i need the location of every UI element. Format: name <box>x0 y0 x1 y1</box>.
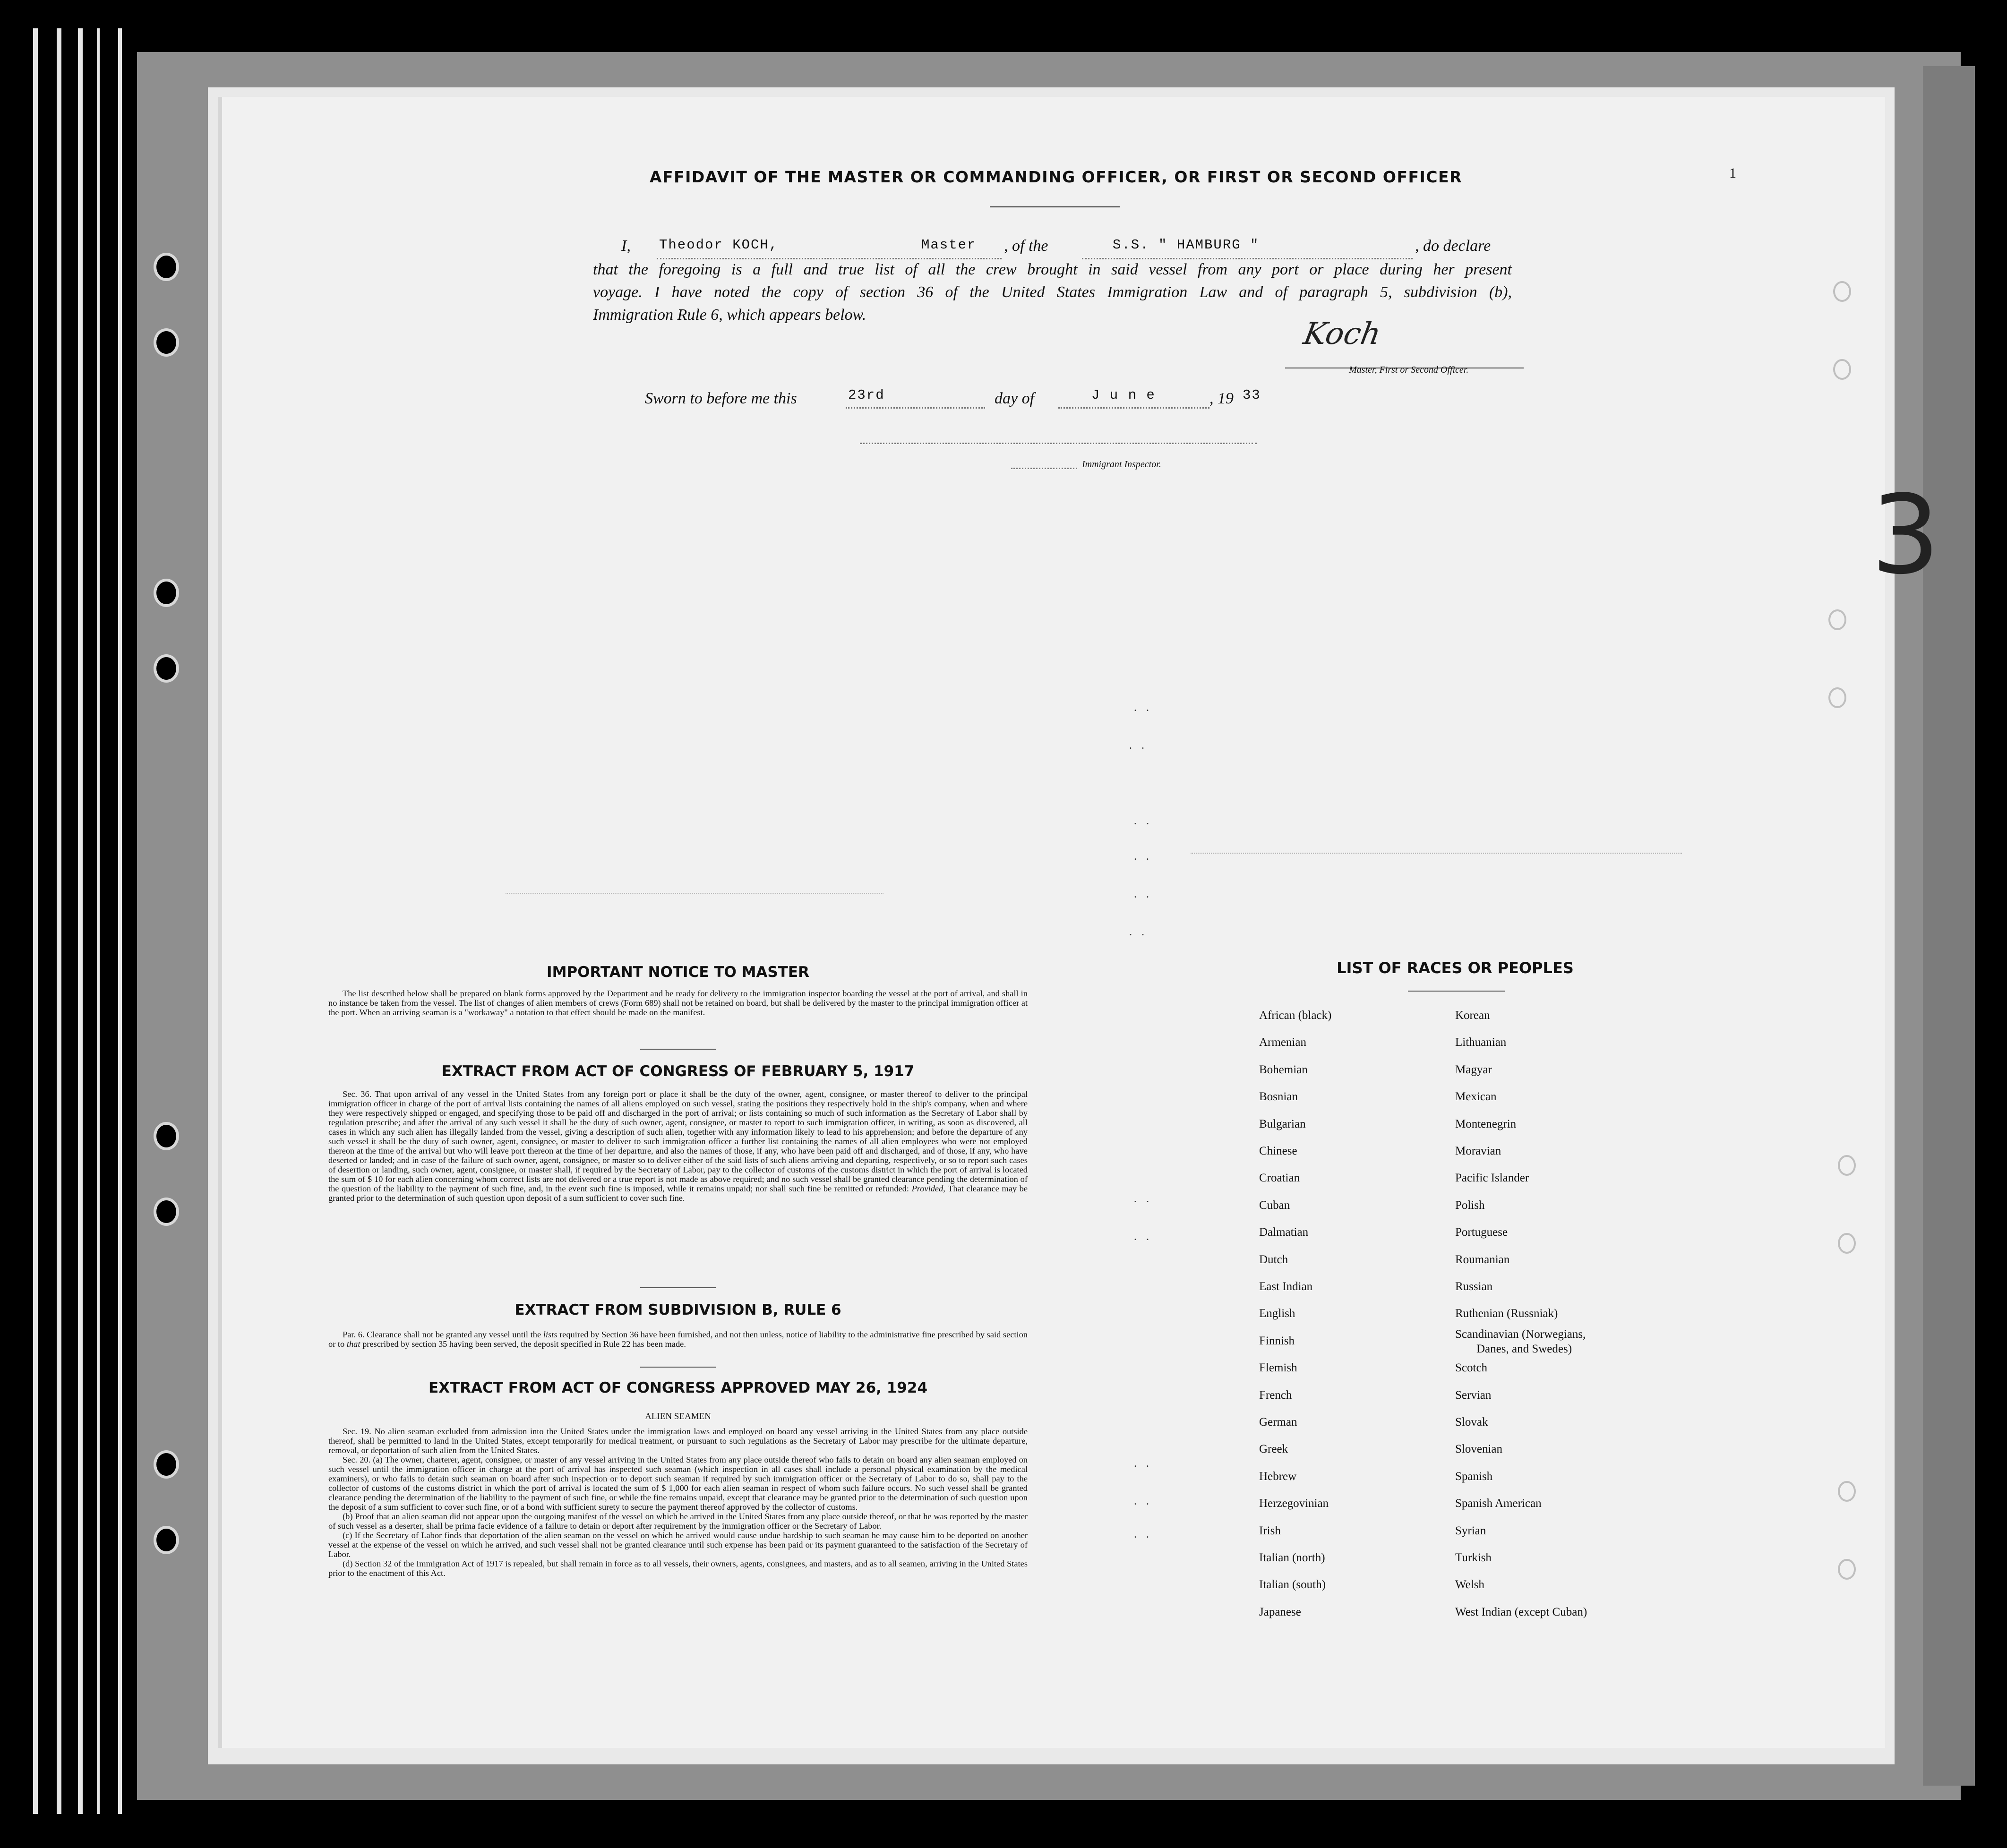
fill-line <box>657 258 1002 259</box>
race-item: West Indian (except Cuban) <box>1455 1606 1587 1618</box>
race-item: Bosnian <box>1259 1090 1298 1103</box>
races-rule <box>1408 991 1505 992</box>
race-item: Bulgarian <box>1259 1118 1306 1130</box>
signature-caption: Master, First or Second Officer. <box>1349 365 1469 375</box>
race-item: Spanish American <box>1455 1497 1542 1510</box>
race-item: Armenian <box>1259 1036 1306 1049</box>
race-item: Mexican <box>1455 1090 1497 1103</box>
backing-board-edge <box>1923 66 1975 1786</box>
race-item: Roumanian <box>1455 1253 1510 1266</box>
race-item: Ruthenian (Russniak) <box>1455 1307 1558 1320</box>
alien-seamen-subtitle: ALIEN SEAMEN <box>645 1412 711 1421</box>
race-item: Magyar <box>1455 1063 1492 1076</box>
year-suffix: 33 <box>1243 387 1261 403</box>
binder-hole <box>154 328 179 357</box>
page-edge-line <box>33 28 38 1814</box>
race-item: Syrian <box>1455 1524 1486 1537</box>
race-item: East Indian <box>1259 1280 1313 1293</box>
races-title: LIST OF RACES OR PEOPLES <box>1337 959 1574 977</box>
race-item: Cuban <box>1259 1199 1290 1212</box>
page-edge-line <box>118 28 122 1814</box>
race-item: Polish <box>1455 1199 1485 1212</box>
master-name: Theodor KOCH, <box>659 237 779 253</box>
punch-hole <box>1838 1559 1856 1580</box>
ditto-mark: .. <box>1134 1495 1158 1507</box>
page-edge-line <box>97 28 100 1814</box>
race-item: African (black) <box>1259 1009 1332 1022</box>
race-item: Italian (north) <box>1259 1551 1325 1564</box>
race-item: Irish <box>1259 1524 1281 1537</box>
title-rule <box>990 206 1120 207</box>
punch-hole <box>1833 281 1851 302</box>
fill-line <box>1011 468 1077 469</box>
race-item: Russian <box>1455 1280 1493 1293</box>
ditto-mark: .. <box>1134 1231 1158 1243</box>
race-item: Lithuanian <box>1455 1036 1507 1049</box>
race-item: Herzegovinian <box>1259 1497 1329 1510</box>
extract-1924-title: EXTRACT FROM ACT OF CONGRESS APPROVED MAY 26, 1924 <box>428 1379 928 1396</box>
master-rank: Master <box>921 237 977 253</box>
fill-line <box>1058 407 1209 409</box>
punch-hole <box>1828 609 1846 630</box>
punch-hole <box>1833 359 1851 380</box>
section-rule <box>640 1049 716 1050</box>
sworn-month: J u n e <box>1091 387 1156 403</box>
race-item: Welsh <box>1455 1578 1484 1591</box>
binder-hole <box>154 1198 179 1226</box>
race-item: Italian (south) <box>1259 1578 1326 1591</box>
binder-hole <box>154 579 179 607</box>
binder-hole <box>154 1450 179 1479</box>
race-item: Flemish <box>1259 1361 1297 1374</box>
page-edge-line <box>57 28 61 1814</box>
ditto-mark: .. <box>1134 1528 1158 1540</box>
notice-title: IMPORTANT NOTICE TO MASTER <box>547 964 809 981</box>
race-item: Portuguese <box>1455 1226 1508 1239</box>
blank-entry-line <box>506 893 883 894</box>
do-declare-label: , do declare <box>1415 237 1491 255</box>
sworn-day: 23rd <box>848 387 885 403</box>
extract-1917-title: EXTRACT FROM ACT OF CONGRESS OF FEBRUARY 5, 1917 <box>441 1063 915 1080</box>
master-signature: Koch <box>1301 317 1384 351</box>
subdivision-title: EXTRACT FROM SUBDIVISION B, RULE 6 <box>515 1301 841 1318</box>
ditto-mark: .. <box>1134 888 1158 900</box>
notice-text: The list described below shall be prepared on blank forms approved by the Department and be ready for delivery to the immigration inspector boarding the vessel at the port of arrival, and shall in no instance be taken from the vessel. The list of changes of alien members of crews (Form 689) shall not be retained on board, but shall be delivered by the master to the principal immigration officer at the port. When an arriving seaman is a "workaway" a notation to that effect should be made on the manifest. <box>328 989 1028 1017</box>
race-item: Spanish <box>1455 1470 1493 1483</box>
race-item: Finnish <box>1259 1335 1295 1347</box>
race-item: Pacific Islander <box>1455 1172 1529 1184</box>
blank-entry-line <box>1191 853 1682 854</box>
binder-hole <box>154 1122 179 1150</box>
race-item: Croatian <box>1259 1172 1300 1184</box>
race-item: Turkish <box>1455 1551 1492 1564</box>
affidavit-line-2: that the foregoing is a full and true list of all the crew brought in said vessel from any port or place during her present <box>593 261 1512 278</box>
sworn-label: Sworn to before me this <box>645 390 797 407</box>
race-item: Scotch <box>1455 1361 1488 1374</box>
race-item: Hebrew <box>1259 1470 1297 1483</box>
punch-hole <box>1838 1481 1856 1502</box>
ditto-mark: .. <box>1134 850 1158 863</box>
section-rule <box>640 1367 716 1368</box>
affidavit-title: AFFIDAVIT OF THE MASTER OR COMMANDING OFFICER, OR FIRST OR SECOND OFFICER <box>650 168 1462 186</box>
fill-line <box>846 407 985 409</box>
page-mark: 1 <box>1729 165 1736 181</box>
year-prefix: , 19 <box>1209 390 1234 407</box>
race-item: Japanese <box>1259 1606 1301 1618</box>
race-item: English <box>1259 1307 1295 1320</box>
punch-hole <box>1828 687 1846 708</box>
inspector-caption: Immigrant Inspector. <box>1082 459 1161 470</box>
race-item: Scandinavian (Norwegians, <box>1455 1328 1586 1341</box>
section-rule <box>640 1287 716 1288</box>
binder-hole <box>154 654 179 683</box>
ditto-mark: .. <box>1134 702 1158 714</box>
day-of-label: day of <box>995 390 1035 407</box>
punch-hole <box>1838 1155 1856 1176</box>
ditto-mark: .. <box>1134 815 1158 827</box>
race-item: Servian <box>1455 1389 1492 1402</box>
ditto-mark: .. <box>1129 739 1154 752</box>
race-item: French <box>1259 1389 1292 1402</box>
ink-numeral: 3 <box>1871 472 1940 599</box>
fill-line <box>1082 258 1413 259</box>
extract-1917-text: Sec. 36. That upon arrival of any vessel in the United States from any foreign port or place it shall be the duty of the owner, agent, consignee, or master thereof to deliver to the principal immigration officer in charge of the port of arrival lists containing the names of all aliens employed on such vessel, stating the positions they respectively hold in the ship's company, when and where they were respectively shipped or engaged, and specifying those to be paid off and discharged in the port of arrival; or lists containing so much of such information as the Secretary of Labor shall by regulation prescribe; and after the arrival of any such vessel it shall be the duty of such owner, agent, consignee, or master to report to such immigration officer, in writing, as soon as discovered, all cases in which any such alien has illegally landed from the vessel, giving a description of such alien, together with any information likely to lead to his apprehension; and before the departure of any such vessel it shall be the duty of such owner, agent, consignee, or master to deliver to such immigration officer a further list containing the names of all alien employees who were not employed thereon at the time of the arrival but who will leave port thereon at the time of her departure, and also the names of those, if any, who have been paid off and discharged, and of those, if any, who have deserted or landed; and in case of the failure of such owner, agent, consignee, or master so to deliver either of the said lists of such aliens arriving and departing, respectively, or so to report such cases of desertion or landing, such owner, agent, consignee, or master shall, if required by the Secretary of Labor, pay to the collector of customs of the customs district in which the port of arrival is located the sum of $ 10 for each alien concerning whom correct lists are not delivered or a true report is not made as above required; and no such vessel shall be granted clearance pending the determination of the question of the liability to the payment of such fine, and, in the event such fine is imposed, while it remains unpaid; nor shall such fine be remitted or refunded: Provided, That clearance may be granted prior to the determination of such question upon deposit of a sum sufficient to cover such fine. <box>328 1089 1028 1203</box>
subdivision-text: Par. 6. Clearance shall not be granted any vessel until the lists required by Section 36 have been furnished, and not then unless, notice of liability to the administrative fine prescribed by said section or to that prescribed by section 35 having been served, the deposit specified in Rule 22 has been made. <box>328 1330 1028 1349</box>
ditto-mark: .. <box>1134 1193 1158 1205</box>
race-item: Montenegrin <box>1455 1118 1517 1130</box>
race-item: Greek <box>1259 1443 1288 1455</box>
race-item: Dalmatian <box>1259 1226 1309 1239</box>
page-edge-line <box>78 28 83 1814</box>
race-item: German <box>1259 1416 1297 1429</box>
inspector-signature-line <box>860 443 1257 444</box>
binder-hole <box>154 253 179 281</box>
race-item: Slovak <box>1455 1416 1488 1429</box>
race-item: Dutch <box>1259 1253 1288 1266</box>
race-item: Bohemian <box>1259 1063 1308 1076</box>
vessel-name: S.S. " HAMBURG " <box>1113 237 1260 253</box>
declarant-prefix: I, <box>621 237 631 255</box>
race-item: Chinese <box>1259 1145 1297 1157</box>
binder-hole <box>154 1526 179 1554</box>
ditto-mark: .. <box>1129 926 1154 938</box>
race-item: Danes, and Swedes) <box>1476 1343 1572 1355</box>
punch-hole <box>1838 1233 1856 1254</box>
race-item: Moravian <box>1455 1145 1501 1157</box>
affidavit-line-4: Immigration Rule 6, which appears below. <box>593 306 866 324</box>
race-item: Korean <box>1455 1009 1490 1022</box>
of-the-label: , of the <box>1004 237 1048 255</box>
race-item: Slovenian <box>1455 1443 1502 1455</box>
extract-1924-text: Sec. 19. No alien seaman excluded from admission into the United States under the immigration laws and employed on board any vessel arriving in the United States from any place outside thereof, shall be permitted to land in the United States, except temporarily for medical treatment, or pursuant to such regulations as the Secretary of Labor may prescribe for the ultimate departure, removal, or deportation of such alien from the United States. Sec. 20. (a) The owner, charterer, agent, consignee, or master of any vessel arriving in the United States from any place outside thereof who fails to detain on board any alien seaman employed on such vessel until the immigration officer in charge at the port of arrival has inspected such seaman (which inspection in all cases shall include a personal physical examination by the medical examiners), or who fails to detain such seaman on board after such inspection or to deport such seaman if required by such immigration officer or the Secretary of Labor to do so, shall pay to the collector of customs of the customs district in which the port of arrival is located the sum of $ 1,000 for each alien seaman in respect of whom such failure occurs. No such vessel shall be granted clearance pending the determination of the liability to the payment of such fine, or while the fine remains unpaid, except that clearance may be granted prior to the determination of such question upon the deposit of a sum sufficient to cover such fine, or of a bond with sufficient surety to secure the payment thereof approved by the collector of customs. (b) Proof that an alien seaman did not appear upon the outgoing manifest of the vessel on which he arrived in the United States from any place outside thereof, or that he was reported by the master of such vessel as a deserter, shall be prima facie evidence of a failure to detain or deport after requirement by the immigration officer or the Secretary of Labor. (c) If the Secretary of Labor finds that deportation of the alien seaman on the vessel on which he arrived would cause undue hardship to such seaman he may cause him to be deported on another vessel at the expense of the vessel on which he arrived, and such vessel shall not be granted clearance until such expense has been paid or its payment guaranteed to the satisfaction of the Secretary of Labor. (d) Section 32 of the Immigration Act of 1917 is repealed, but shall remain in force as to all vessels, their owners, agents, consignees, and masters, and as to all seamen, arriving in the United States prior to the enactment of this Act. <box>328 1427 1028 1578</box>
affidavit-line-3: voyage. I have noted the copy of section 36 of the United States Immigration Law and of paragraph 5, subdivision (b), <box>593 283 1512 301</box>
ditto-mark: .. <box>1134 1457 1158 1470</box>
